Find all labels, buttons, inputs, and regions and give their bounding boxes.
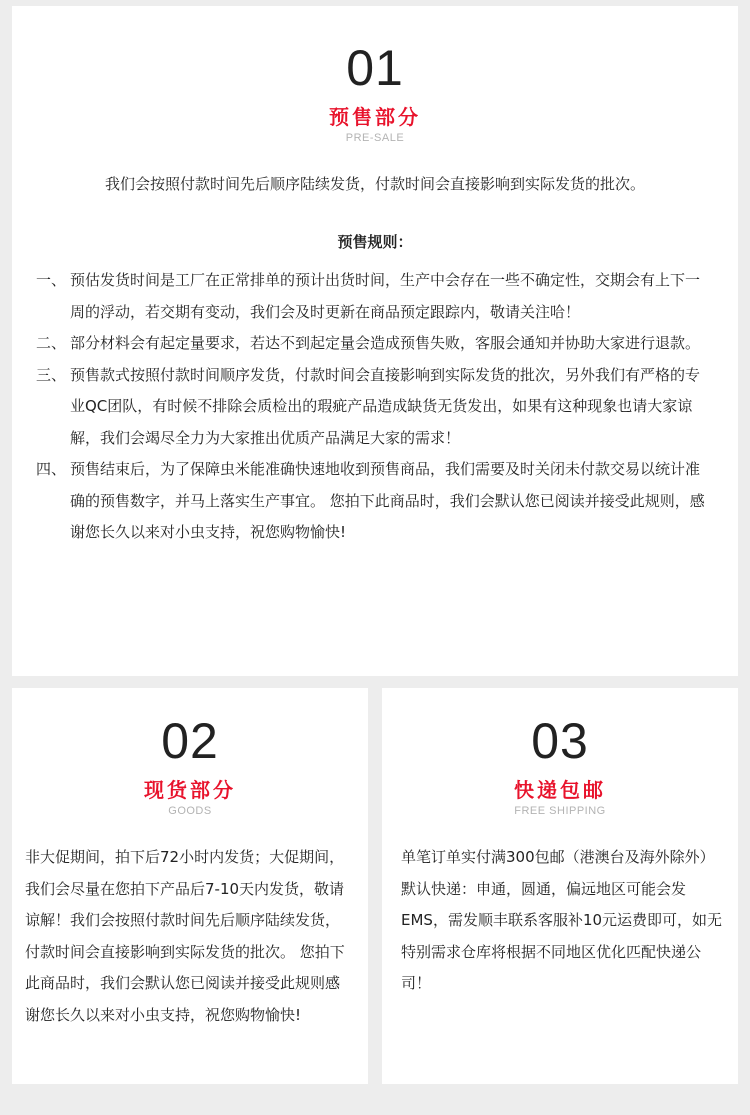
rule-item: [12, 360, 738, 455]
rule-item: [12, 454, 738, 549]
shipping-card: [382, 688, 738, 1084]
goods-card: [12, 688, 368, 1084]
rules-title: 预售规则：: [337, 233, 413, 251]
rules-list: [12, 265, 738, 549]
section-title: 预售部分: [329, 105, 421, 129]
rule-marker: 四、: [36, 460, 67, 478]
rule-marker: 一、: [36, 271, 67, 289]
shipping-body: 单笔订单实付满300包邮（港澳台及海外除外）默认快递：申通，圆通，偏远地区可能会发EMS，需发顺丰联系客服补10元运费即可，如无特别需求仓库将根据不同地区优化匹配快递公司！: [401, 848, 723, 992]
section-number: 01: [346, 40, 404, 96]
section-subtitle: PRE-SALE: [345, 132, 405, 144]
rule-marker: 三、: [36, 365, 67, 384]
rule-item: [12, 328, 738, 360]
presale-intro: 我们会按照付款时间先后顺序陆续发货，付款时间会直接影响到实际发货的批次。: [104, 175, 645, 193]
section-number: 03: [531, 713, 589, 769]
rule-marker: 二、: [36, 334, 67, 352]
section-subtitle: GOODS: [168, 805, 212, 817]
presale-card: [12, 6, 738, 676]
section-title: 现货部分: [144, 778, 236, 802]
rule-text: 预售结束后，为了保障虫米能准确快速地收到预售商品，我们需要及时关闭未付款交易以统计准确的预售数字，并马上落实生产事宜。 您拍下此商品时，我们会默认您已阅读并接受此规则，感谢您长久以来对小虫支持，祝您购物愉快!: [70, 460, 705, 541]
rule-text: 预售款式按照付款时间顺序发货，付款时间会直接影响到实际发货的批次，另外我们有严格的专业QC团队，有时候不排除会质检出的瑕疵产品造成缺货无货发出，如果有这种现象也请大家谅解，我们会竭尽全力为大家推出优质产品满足大家的需求！: [70, 365, 701, 447]
section-title: 快递包邮: [514, 778, 606, 802]
section-number: 02: [161, 713, 219, 769]
rule-text: 预估发货时间是工厂在正常排单的预计出货时间，生产中会存在一些不确定性，交期会有上下一周的浮动，若交期有变动，我们会及时更新在商品预定跟踪内，敬请关注哈！: [70, 271, 701, 321]
rule-text: 部分材料会有起定量要求，若达不到起定量会造成预售失败，客服会通知并协助大家进行退款。: [70, 334, 701, 352]
goods-body: 非大促期间，拍下后72小时内发货；大促期间，我们会尽量在您拍下产品后7-10天内发货，敬请谅解！我们会按照付款时间先后顺序陆续发货，付款时间会直接影响到实际发货的批次。 您拍下此商品时，我们会默认您已阅读并接受此规则感谢您长久以来对小虫支持，祝您购物愉快!: [25, 848, 345, 1024]
section-subtitle: FREE SHIPPING: [514, 805, 606, 817]
rule-item: [12, 265, 738, 328]
